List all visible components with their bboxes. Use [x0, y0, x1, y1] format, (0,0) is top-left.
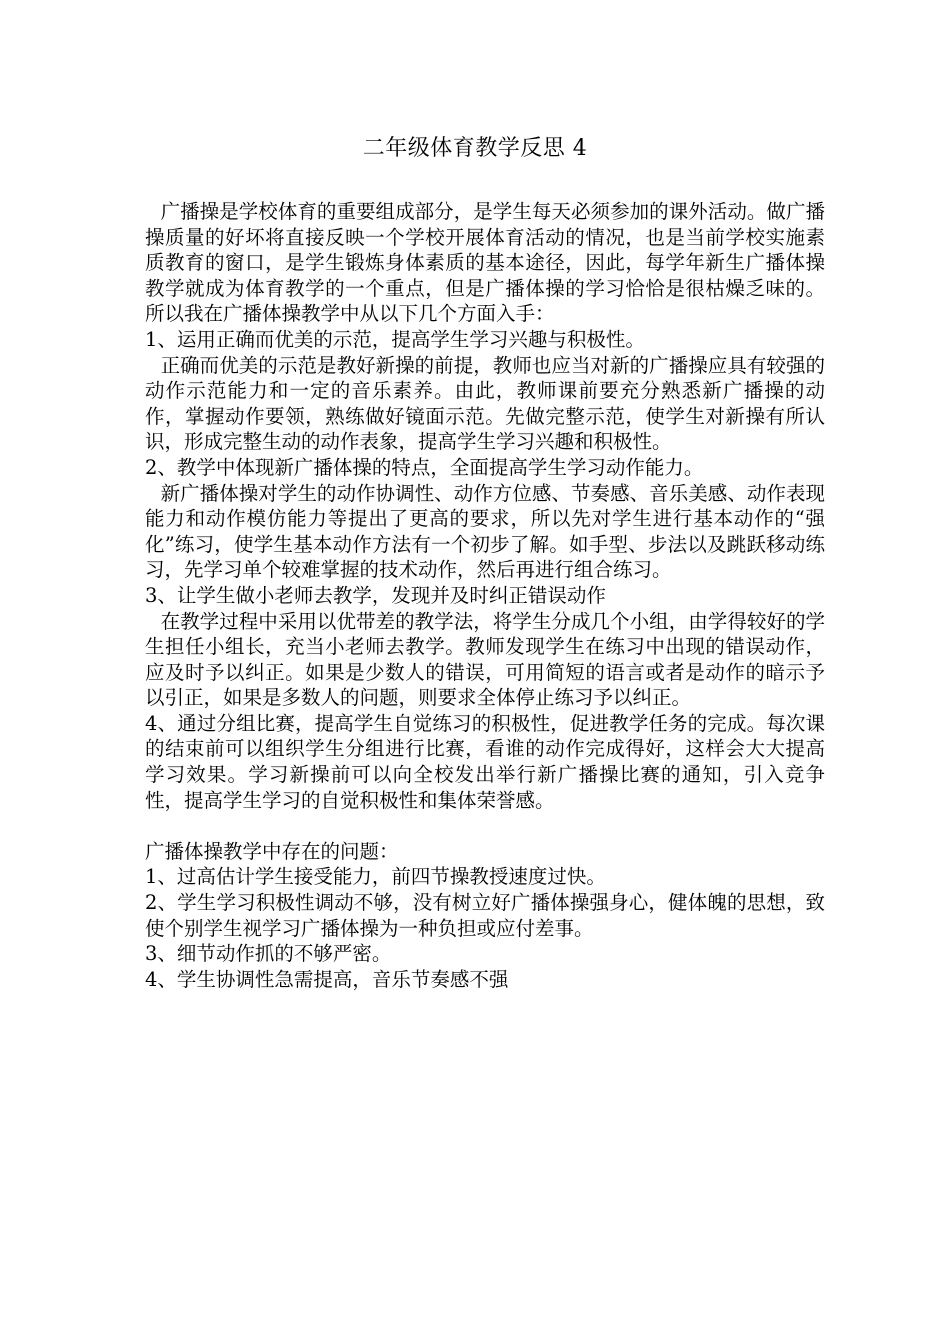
point-3-paragraph: 在教学过程中采用以优带差的教学法，将学生分成几个小组，由学得较好的学生担任小组长，充当小老师去教学。教师发现学生在练习中出现的错误动作，应及时予以纠正。如果是少数人的错误，可用简短的语言或者是动作的暗示予以引正，如果是多数人的问题，则要求全体停止练习予以纠正。: [145, 609, 825, 710]
intro-paragraph: 广播操是学校体育的重要组成部分，是学生每天必须参加的课外活动。做广播操质量的好坏将直接反映一个学校开展体育活动的情况，也是当前学校实施素质教育的窗口，是学生锻炼身体素质的基本途径，因此，每学年新生广播体操教学就成为体育教学的一个重点，但是广播体操的学习恰恰是很枯燥乏味的。所以我在广播体操教学中从以下几个方面入手：: [145, 200, 825, 326]
point-2-heading: 2、教学中体现新广播体操的特点，全面提高学生学习动作能力。: [145, 455, 704, 479]
document-title: 二年级体育教学反思 4: [362, 136, 588, 161]
point-2-paragraph: 新广播体操对学生的动作协调性、动作方位感、节奏感、音乐美感、动作表现能力和动作模仿能力等提出了更高的要求，所以先对学生进行基本动作的“强化”练习，使学生基本动作方法有一个初步了解。如手型、步法以及跳跃移动练习，先学习单个较难掌握的技术动作，然后再进行组合练习。: [145, 481, 825, 582]
problem-4: 4、学生协调性急需提高，音乐节奏感不强: [145, 967, 509, 991]
point-1-paragraph: 正确而优美的示范是教好新操的前提，教师也应当对新的广播操应具有较强的动作示范能力和一定的音乐素养。由此，教师课前要充分熟悉新广播操的动作，掌握动作要领，熟练做好镜面示范。先做完整示范，使学生对新操有所认识，形成完整生动的动作表象，提高学生学习兴趣和积极性。: [145, 353, 825, 454]
problem-1: 1、过高估计学生接受能力，前四节操教授速度过快。: [145, 865, 606, 889]
point-4-paragraph: 4、通过分组比赛，提高学生自觉练习的积极性，促进教学任务的完成。每次课的结束前可以组织学生分组进行比赛，看谁的动作完成得好，这样会大大提高学习效果。学习新操前可以向全校发出举行新广播操比赛的通知，引入竞争性，提高学生学习的自觉积极性和集体荣誉感。: [145, 711, 825, 812]
problem-3: 3、细节动作抓的不够严密。: [145, 942, 392, 966]
document-body: [145, 199, 825, 992]
blank-line: [145, 813, 825, 839]
point-1-heading: 1、运用正确而优美的示范，提高学生学习兴趣与积极性。: [145, 327, 645, 351]
point-3-heading: 3、让学生做小老师去教学，发现并及时纠正错误动作: [145, 583, 606, 607]
problems-heading: 广播体操教学中存在的问题：: [145, 839, 399, 863]
problem-2: 2、学生学习积极性调动不够，没有树立好广播体操强身心，健体魄的思想，致使个别学生视学习广播体操为一种负担或应付差事。: [145, 891, 825, 940]
